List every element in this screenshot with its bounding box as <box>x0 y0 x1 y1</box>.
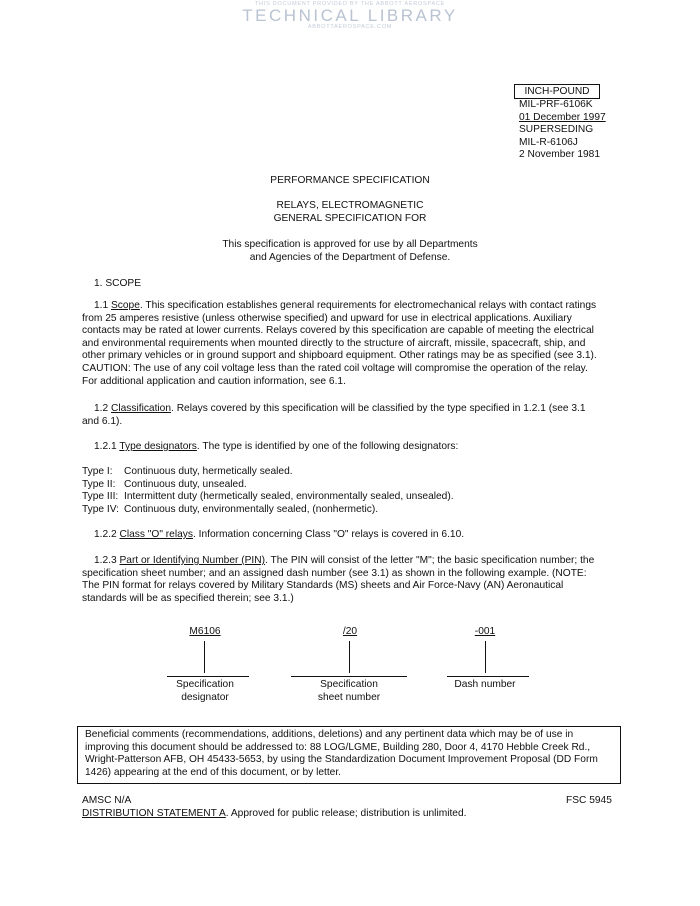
para-line: For additional application and caution information, see 6.1. <box>82 375 346 387</box>
type-text: Continuous duty, hermetically sealed. <box>124 466 293 477</box>
para-line: and 6.1). <box>82 415 123 427</box>
pin-label-dash: Dash number <box>454 679 516 690</box>
title-line2: GENERAL SPECIFICATION FOR <box>273 213 427 224</box>
para-number: 1.2.2 <box>94 529 120 540</box>
para-number: 1.2.3 <box>94 555 120 566</box>
superseded-date: 2 November 1981 <box>519 149 600 161</box>
approval-line1: This specification is approved for use by all Departments <box>222 239 478 250</box>
superseded-number: MIL-R-6106J <box>519 136 578 148</box>
separator-rule <box>447 676 529 677</box>
para-heading: Type designators <box>119 441 197 452</box>
type-text: Intermittent duty (hermetically sealed, environmentally sealed, unsealed). <box>124 491 454 503</box>
distribution-text: . Approved for public release; distribution is unlimited. <box>225 808 467 819</box>
type-item <box>82 504 454 517</box>
type-label: Type I: <box>82 466 113 477</box>
pin-code-dash: -001 <box>474 626 496 637</box>
separator-rule <box>167 676 249 677</box>
para-text: . Information concerning Class "O" relays is covered in 6.10. <box>192 529 465 540</box>
pin-example-diagram <box>0 626 700 710</box>
pin-label-sheet-2: sheet number <box>317 692 381 703</box>
paragraph-1-2-1 <box>82 441 622 454</box>
doc-number: MIL-PRF-6106K <box>519 99 593 110</box>
watermark-title: TECHNICAL LIBRARY <box>242 6 458 25</box>
para-heading: Classification <box>111 403 172 414</box>
comments-line: 1426) appearing at the end of this document, or by letter. <box>85 766 341 778</box>
para-line: specification sheet number; and an assigned dash number (see 3.1) as shown in the following example. (NOTE: <box>82 567 587 579</box>
para-number: 1.2.1 <box>94 441 120 452</box>
type-text: Continuous duty, unsealed. <box>124 478 247 490</box>
pin-code-sheet: /20 <box>342 626 358 637</box>
type-item <box>82 479 454 492</box>
para-line: contacts may be rated at lower currents. Relays covered by this specification are capable of meeting the electrical <box>82 325 594 337</box>
comments-line: Wright-Patterson AFB, OH 45433-5653, by using the Standardization Document Improvement Proposal (DD Form <box>85 754 598 766</box>
section-heading-scope: 1. SCOPE <box>94 278 141 289</box>
para-line: from 25 amperes resistive (unless otherwise specified) and upward for use in electrical applications. Auxiliary <box>82 312 572 324</box>
comments-line: Beneficial comments (recommendations, additions, deletions) and any pertinent data which may be of use in <box>85 729 574 740</box>
pin-label-designator-2: designator <box>181 692 229 703</box>
watermark-url: ABBOTTAEROSPACE.COM <box>307 24 393 30</box>
connector-line <box>349 641 350 673</box>
fsc-label: FSC 5945 <box>566 795 612 806</box>
pin-label-sheet-1: Specification <box>320 679 378 690</box>
para-heading: Scope <box>111 300 140 311</box>
type-label: Type IV: <box>82 503 119 515</box>
comments-box <box>77 726 621 784</box>
pin-label-designator-1: Specification <box>176 679 234 690</box>
para-text: . The PIN will consist of the letter "M"; the basic specification number; the <box>265 555 595 566</box>
inch-pound-box: INCH-POUND <box>514 84 600 99</box>
para-heading: Class "O" relays <box>119 529 193 540</box>
superseding-label: SUPERSEDING <box>519 124 594 136</box>
paragraph-1-2-3 <box>82 555 622 605</box>
watermark-line1: THIS DOCUMENT PROVIDED BY THE ABBOTT AEROSPACE <box>254 1 446 7</box>
comments-line: improving this document should be addressed to: 88 LOG/LGME, Building 280, Door 4, 4170 Hebble Creek Rd., <box>85 741 591 753</box>
para-line: CAUTION: The use of any coil voltage less than the rated coil voltage will compromise the operation of the relay. <box>82 362 588 374</box>
type-list <box>82 466 454 516</box>
para-line: The PIN format for relays covered by Military Standards (MS) sheets and Air Force-Navy (AN) Aeronautical <box>82 580 564 592</box>
title-line1: RELAYS, ELECTROMAGNETIC <box>276 200 424 211</box>
paragraph-1-2-2 <box>82 529 622 542</box>
para-number: 1.2 <box>94 403 111 414</box>
amsc-label: AMSC N/A <box>82 795 132 806</box>
para-line: other primary vehicles or in ground support and shipboard equipment. Other ratings may be as specified (see 3.1). <box>82 350 597 362</box>
paragraph-1-2 <box>82 403 622 428</box>
para-number: 1.1 <box>94 300 111 311</box>
type-text: Continuous duty, environmentally sealed, (nonhermetic). <box>124 503 379 515</box>
para-text: . Relays covered by this specification will be classified by the type specified in 1.2.1 (see 3.1 <box>171 403 586 414</box>
pin-code-designator: M6106 <box>189 626 221 637</box>
type-item <box>82 491 454 504</box>
connector-line <box>204 641 205 673</box>
type-item <box>82 466 454 479</box>
para-text: . This specification establishes general requirements for electromechanical relays with contact ratings <box>139 300 597 311</box>
connector-line <box>485 641 486 673</box>
para-line: standards will be as specified therein; see 3.1.) <box>82 592 294 604</box>
document-identification <box>519 99 606 162</box>
spec-type: PERFORMANCE SPECIFICATION <box>270 175 430 186</box>
type-label: Type III: <box>82 491 119 503</box>
para-text: . The type is identified by one of the following designators: <box>196 441 459 452</box>
separator-rule <box>291 676 407 677</box>
paragraph-1-1 <box>82 300 622 388</box>
para-heading: Part or Identifying Number (PIN) <box>119 555 266 566</box>
para-line: and environmental requirements when mounted directly to the structure of aircraft, missile, spacecraft, ship, and <box>82 337 586 349</box>
distribution-statement <box>82 808 466 821</box>
distribution-heading: DISTRIBUTION STATEMENT A <box>82 808 226 819</box>
doc-date: 01 December 1997 <box>519 111 606 123</box>
approval-line2: and Agencies of the Department of Defense. <box>249 252 451 263</box>
type-label: Type II: <box>82 478 116 490</box>
